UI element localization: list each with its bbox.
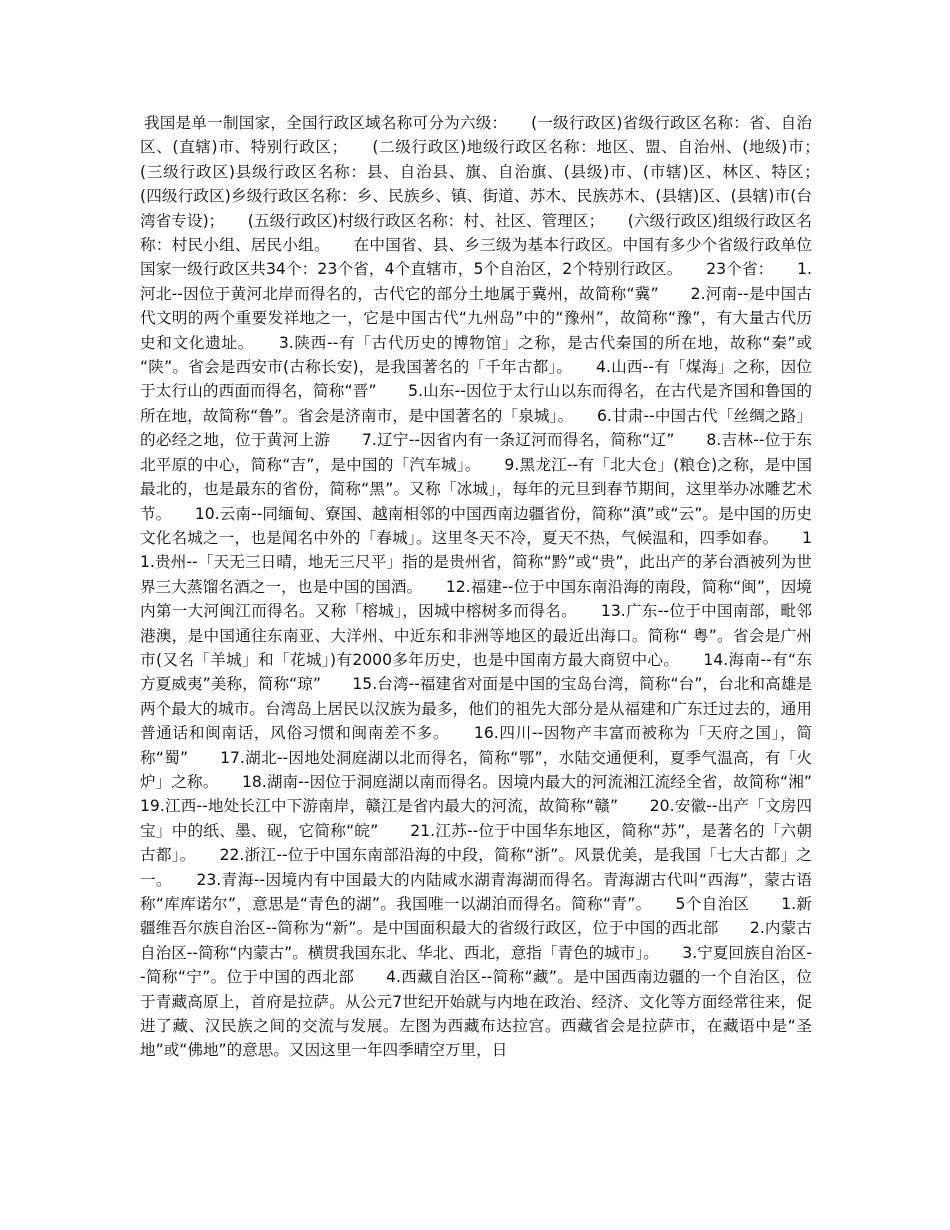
body-paragraph: 我国是单一制国家，全国行政区域名称可分为六级： (一级行政区)省级行政区名称：省、自治区、(直辖)市、特别行政区； (二级行政区)地级行政区名称：地区、盟、自治州、(地级)市； (三级行政区)县级行政区名称：县、自治县、旗、自治旗、(县级)市、(市辖)区、林区、特区； (四级行政区)乡级行政区名称：乡、民族乡、镇、街道、苏木、民族苏木、(县辖)区、(县辖)市(台湾省专设)； (五级行政区)村级行政区名称：村、社区、管理区； (六级行政区)组级行政区名称：村民小组、居民小组。 在中国省、县、乡三级为基本行政区。中国有多少个省级行政单位 国家一级行政区共34个：23个省，4个直辖市，5个自治区，2个特别行政区。 23个省： 1.河北--因位于黄河北岸而得名的，古代它的部分土地属于冀州，故简称“冀” 2.河南--是中国古代文明的两个重要发祥地之一，它是中国古代“九州岛”中的“豫州”，故简称“豫”，有大量古代历史和文化遗址。 3.陕西--有「古代历史的博物馆」之称，是古代秦国的所在地，故称“秦”或 “陕”。省会是西安市(古称长安)，是我国著名的「千年古都」。 4.山西--有「煤海」之称，因位于太行山的西面而得名，简称“晋” 5.山东--因位于太行山以东而得名，在古代是齐国和鲁国的所在地，故简称“鲁”。省会是济南市，是中国著名的「泉城」。 6.甘肃--中国古代「丝绸之路」的必经之地，位于黄河上游 7.辽宁--因省内有一条辽河而得名，简称“辽” 8.吉林--位于东北平原的中心，简称“吉”，是中国的「汽车城」。 9.黑龙江--有「北大仓」(粮仓)之称，是中国最北的，也是最东的省份，简称“黑”。又称「冰城」，每年的元旦到春节期间，这里举办冰雕艺术节。 10.云南--同缅甸、寮国、越南相邻的中国西南边疆省份，简称“滇”或“云”。是中国的历史文化名城之一，也是闻名中外的「春城」。这里冬天不冷，夏天不热，气候温和，四季如春。 11.贵州--「天无三日晴，地无三尺平」指的是贵州省，简称“黔”或“贵”，此出产的茅台酒被列为世界三大蒸馏名酒之一，也是中国的国酒。 12.福建--位于中国东南沿海的南段，简称“闽”，因境内第一大河闽江而得名。又称「榕城」，因城中榕树多而得名。 13.广东--位于中国南部，毗邻港澳，是中国通往东南亚、大洋州、中近东和非洲等地区的最近出海口。简称“ 粤”。省会是广州市(又名「羊城」和「花城」)有2000多年历史，也是中国南方最大商贸中心。 14.海南--有“东方夏威夷”美称，简称“琼” 15.台湾--福建省对面是中国的宝岛台湾，简称“台”，台北和高雄是两个最大的城市。台湾岛上居民以汉族为最多，他们的祖先大部分是从福建和广东迁过去的，通用普通话和闽南话，风俗习惯和闽南差不多。 16.四川--因物产丰富而被称为「天府之国」，简称“蜀” 17.湖北--因地处洞庭湖以北而得名，简称“鄂”，水陆交通便利，夏季气温高，有「火炉」之称。 18.湖南--因位于洞庭湖以南而得名。因境内最大的河流湘江流经全省，故简称“湘” 19.江西--地处长江中下游南岸，赣江是省内最大的河流，故简称“赣” 20.安徽--出产「文房四宝」中的纸、墨、砚，它简称“皖” 21.江苏--位于中国华东地区，简称“苏”，是著名的「六朝古都」。 22.浙江--位于中国东南部沿海的中段，简称“浙”。风景优美，是我国「七大古都」之一。 23.青海--因境内有中国最大的内陆咸水湖青海湖而得名。青海湖古代叫“西海”，蒙古语称“库库诺尔”，意思是“青色的湖”。我国唯一以湖泊而得名。简称“青”。 5个自治区 1.新疆维吾尔族自治区--简称为“新”。是中国面积最大的省级行政区，位于中国的西北部 2.内蒙古自治区--简称“内蒙古”。横贯我国东北、华北、西北，意指「青色的城市」。 3.宁夏回族自治区--简称“宁”。位于中国的西北部 4.西藏自治区--简称“藏”。是中国西南边疆的一个自治区，位于青藏高原上，首府是拉萨。从公元7世纪开始就与内地在政治、经济、文化等方面经常往来，促进了藏、汉民族之间的交流与发展。左图为西藏布达拉宫。西藏省会是拉萨市，在藏语中是“圣地”或“佛地”的意思。又因这里一年四季晴空万里，日 bbox=[140, 114, 844, 1060]
document-page bbox=[140, 111, 844, 1063]
